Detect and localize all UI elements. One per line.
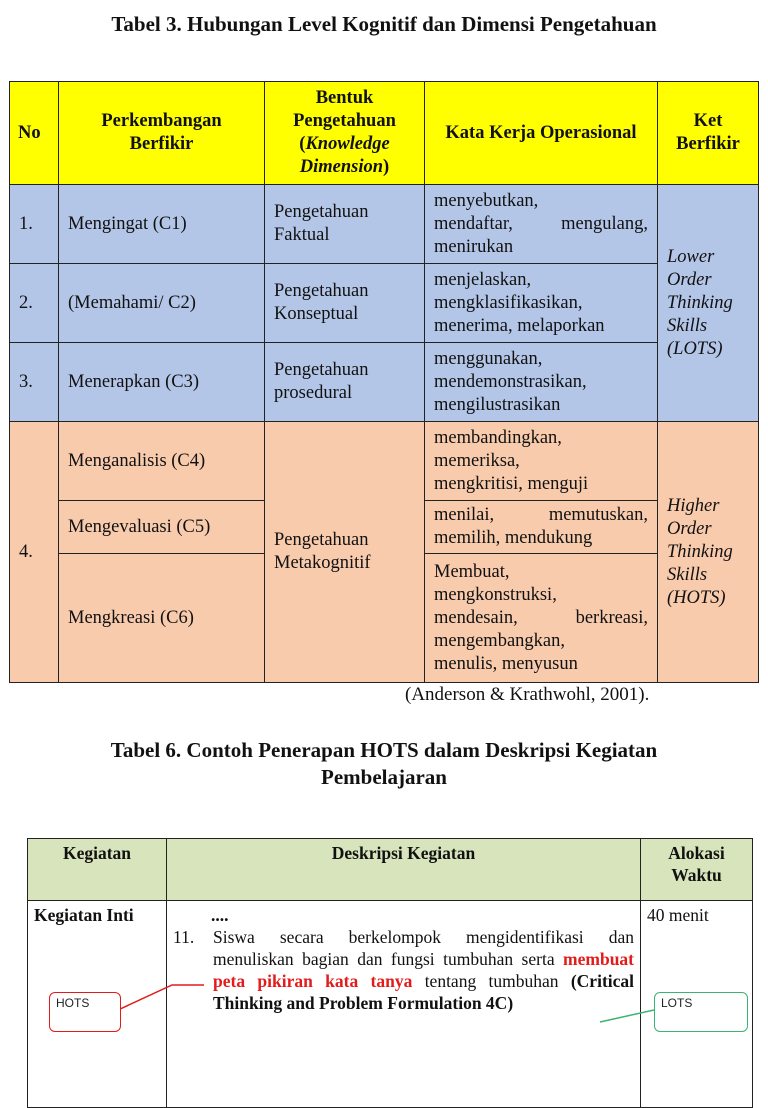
hots-label: Higher Order Thinking Skills (HOTS) xyxy=(658,422,759,683)
header-bentuk-label: Bentuk Pengetahuan xyxy=(293,88,396,131)
verb-line: mengembangkan, xyxy=(434,630,565,651)
paren-close: ) xyxy=(383,157,390,177)
dimension-cell: Pengetahuan Metakognitif xyxy=(265,422,425,683)
verb-line: mengklasifikasikan, xyxy=(434,292,583,313)
header-ket: Ket Berfikir xyxy=(658,82,759,185)
verb-line: memilih, mendukung xyxy=(434,528,593,548)
lots-callout: LOTS xyxy=(654,992,748,1032)
level-cell: Mengingat (C1) xyxy=(59,185,265,264)
header-alokasi: Alokasi Waktu xyxy=(641,839,753,901)
verb-line: mengkritisi, menguji xyxy=(434,473,589,494)
verbs-cell xyxy=(425,422,658,501)
verb-line: mengilustrasikan xyxy=(434,394,561,415)
verbs-cell xyxy=(425,264,658,343)
verb-line: membandingkan, xyxy=(434,427,562,448)
row-number: 4. xyxy=(10,422,59,683)
item-text-part1: Siswa secara berkelompok mengidentifikasi dan menuliskan bagian dan fungsi tumbuhan serta xyxy=(213,927,634,969)
hots-callout: HOTS xyxy=(49,992,121,1032)
kegiatan-cell: Kegiatan Inti xyxy=(28,901,167,1108)
alokasi-cell: 40 menit xyxy=(641,901,753,1108)
bold-text: (Critical Thinking and Problem Formulation 4C) xyxy=(213,971,635,1013)
header-bentuk xyxy=(265,82,425,185)
verb-line: Membuat, xyxy=(434,561,510,582)
table3-title: Tabel 3. Hubungan Level Kognitif dan Dimensi Pengetahuan xyxy=(111,12,657,36)
dimension-cell: Pengetahuan Konseptual xyxy=(265,264,425,343)
verbs-cell xyxy=(425,501,658,554)
table-row xyxy=(10,264,759,343)
level-cell: Menganalisis (C4) xyxy=(59,422,265,501)
header-kata-kerja: Kata Kerja Operasional xyxy=(425,82,658,185)
deskripsi-cell xyxy=(167,901,641,1108)
verb-line: memeriksa, xyxy=(434,450,520,471)
row-number: 3. xyxy=(10,343,59,422)
table6-title-line1: Tabel 6. Contoh Penerapan HOTS dalam Deskripsi Kegiatan xyxy=(110,738,658,762)
table-row xyxy=(10,343,759,422)
level-cell: (Memahami/ C2) xyxy=(59,264,265,343)
table3-header-row xyxy=(10,82,759,185)
verb-line: menjelaskan, xyxy=(434,269,532,290)
dimension-cell: Pengetahuan prosedural xyxy=(265,343,425,422)
verb-line: menulis, menyusun xyxy=(434,653,578,674)
item-number: 11. xyxy=(173,927,195,947)
dimension-cell: Pengetahuan Faktual xyxy=(265,185,425,264)
header-deskripsi: Deskripsi Kegiatan xyxy=(167,839,641,901)
row-number: 2. xyxy=(10,264,59,343)
table-row xyxy=(10,422,759,501)
header-bentuk-italic: Knowledge Dimension xyxy=(299,134,390,177)
verbs-cell xyxy=(425,185,658,264)
row-number: 1. xyxy=(10,185,59,264)
verb-line: mengkonstruksi, xyxy=(434,584,557,605)
highlighted-text: membuat peta pikiran kata tanya xyxy=(213,949,635,991)
item-text-part2: tentang tumbuhan xyxy=(424,971,559,991)
verb-line: menirukan xyxy=(434,236,514,257)
verb-line: mendaftar, mengulang, xyxy=(434,213,648,234)
level-cell: Mengevaluasi (C5) xyxy=(59,501,265,554)
verbs-cell xyxy=(425,554,658,683)
header-no: No xyxy=(10,82,59,185)
verb-line: menyebutkan, xyxy=(434,190,539,211)
verb-line: mendemonstrasikan, xyxy=(434,371,587,392)
cognitive-level-table xyxy=(9,81,759,683)
verb-line: menerima, melaporkan xyxy=(434,315,605,336)
table-row xyxy=(10,185,759,264)
table6-header-row xyxy=(28,839,753,901)
item-text xyxy=(213,926,634,1014)
list-item xyxy=(173,926,634,1014)
source-citation: (Anderson & Krathwohl, 2001). xyxy=(405,684,650,705)
lots-label: Lower Order Thinking Skills (LOTS) xyxy=(658,185,759,422)
verb-line: menggunakan, xyxy=(434,348,543,369)
table6-title-line2: Pembelajaran xyxy=(321,765,447,789)
hots-example-table xyxy=(27,838,753,1108)
header-perkembangan: Perkembangan Berfikir xyxy=(59,82,265,185)
header-kegiatan: Kegiatan xyxy=(28,839,167,901)
level-cell: Mengkreasi (C6) xyxy=(59,554,265,683)
table6-title xyxy=(0,737,768,791)
paren-open: ( xyxy=(299,134,306,154)
ellipsis: .... xyxy=(211,905,229,925)
verb-line: mendesain, berkreasi, xyxy=(434,607,648,628)
verbs-cell xyxy=(425,343,658,422)
verb-line: menilai, memutuskan, xyxy=(434,505,648,525)
level-cell: Menerapkan (C3) xyxy=(59,343,265,422)
table-row xyxy=(28,901,753,1108)
